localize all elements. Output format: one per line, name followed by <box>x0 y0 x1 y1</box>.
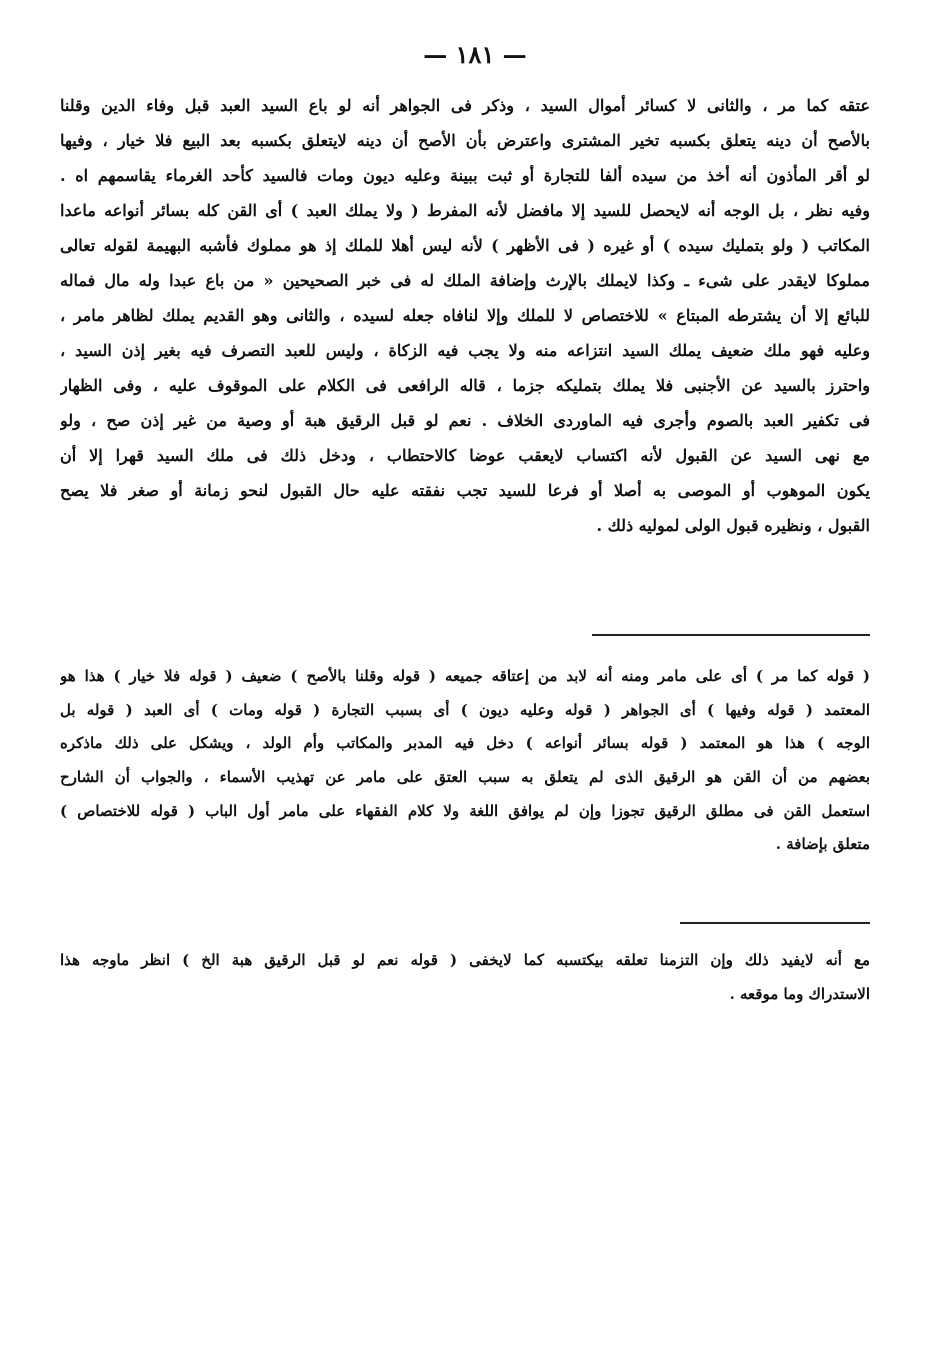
commentary-line: بعضهم من أن القن هو الرقيق الذى لم يتعلق به سبب العتق على مامر عن تهذيب الأسماء ، والجواب أن الشارح <box>60 768 870 787</box>
main-text-line: للبائع إلا أن يشترطه المبتاع » للاختصاص لا للملك وإلا لنافاه جعله لسيده ، والثانى وهو القديم يملك لظاهر مامر ، <box>60 306 870 325</box>
page-number: — ١٨١ — <box>423 40 527 69</box>
commentary-line: استعمل القن فى مطلق الرقيق تجوزا وإن لم يوافق اللغة ولا كلام الفقهاء على مامر أول الباب ( قوله للاختصاص ) <box>60 801 870 820</box>
main-text-line: لو أقر المأذون أنه أخذ من سيده ألفا للتجارة أو ثبت ببينة وعليه ديون ومات فالسيد كأحد الغرماء يقاسمهم اه . <box>60 166 870 185</box>
section-divider <box>680 922 870 924</box>
main-text <box>60 88 870 543</box>
main-text-line: فى تكفير العبد بالصوم وأجرى فيه الماوردى الخلاف . نعم لو قبل الرقيق هبة أو وصية من غير إذن صح ، ولو <box>60 411 870 430</box>
section-divider <box>592 634 870 636</box>
commentary-line: المعتمد ( قوله وفيها ) أى الجواهر ( قوله وعليه ديون ) أى بسبب التجارة ( قوله ومات ) أى العبد ( قوله بل <box>60 700 870 719</box>
secondary-note-line: مع أنه لايفيد ذلك وإن التزمنا تعلقه بيكتسبه كما لايخفى ( قوله نعم لو قبل الرقيق هبة الخ ) انظر ماوجه هذا <box>60 951 870 969</box>
commentary-footnote <box>60 660 870 862</box>
main-text-line: يكون الموهوب أو الموصى به أصلا أو فرعا للسيد تجب نفقته عليه حال القبول لنحو زمانة أو صغر فلا يصح <box>60 481 870 500</box>
main-text-line: عتقه كما مر ، والثانى لا كسائر أموال السيد ، وذكر فى الجواهر أنه لو باع السيد العبد قبل وفاء الدين وقلنا <box>60 96 870 115</box>
main-text-line: مملوكا لايقدر على شىء ـ وكذا لايملك بالإرث وإضافة الملك له فى خبر الصحيحين « من باع عبدا وله مال فماله <box>60 271 870 290</box>
commentary-line: الوجه ) هذا هو المعتمد ( قوله بسائر أنواعه ) دخل فيه المدبر والمكاتب وأم الولد ، ويشكل على ذلك ماذكره <box>60 734 870 753</box>
main-text-line: مع نهى السيد عن القبول لأنه اكتساب لايعقب عوضا كالاحتطاب ، ودخل ذلك فى ملك السيد قهرا إلا أن <box>60 446 870 465</box>
main-text-line: وفيه نظر ، بل الوجه أنه لايحصل للسيد إلا مافضل لأنه المفرط ( ولا يملك العبد ) أى القن كله بسائر أنواعه ماعدا <box>60 201 870 220</box>
main-text-line: وعليه فهو ملك ضعيف يملك السيد انتزاعه منه ولا يجب فيه الزكاة ، وليس للعبد التصرف فيه بغير إذن السيد ، <box>60 341 870 360</box>
main-text-line: واحترز بالسيد عن الأجنبى فلا يملك بتمليكه جزما ، قاله الرافعى فى الكلام على الموقوف عليه ، وفى الظهار <box>60 376 870 395</box>
commentary-line: ( قوله كما مر ) أى على مامر ومنه أنه لابد من إعتاقه جميعه ( قوله وقلنا بالأصح ) ضعيف ( قوله فلا خيار ) هذا هو <box>60 667 870 685</box>
commentary-line: متعلق بإضافة . <box>775 835 870 854</box>
main-text-line: القبول ، ونظيره قبول الولى لموليه ذلك . <box>596 516 870 535</box>
main-text-line: بالأصح أن دينه يتعلق بكسبه تخير المشترى واعترض بأن الأصح أن دينه لايتعلق بكسبه بعد البيع فلا خيار ، وفيها <box>60 131 870 150</box>
main-text-line: المكاتب ( ولو بتمليك سيده ) أو غيره ( فى الأظهر ) لأنه ليس أهلا للملك إذ هو مملوك فأشبه البهيمة لقوله تعالى <box>60 236 870 255</box>
secondary-note-line: الاستدراك وما موقعه . <box>729 985 870 1003</box>
secondary-footnote <box>60 943 870 1011</box>
